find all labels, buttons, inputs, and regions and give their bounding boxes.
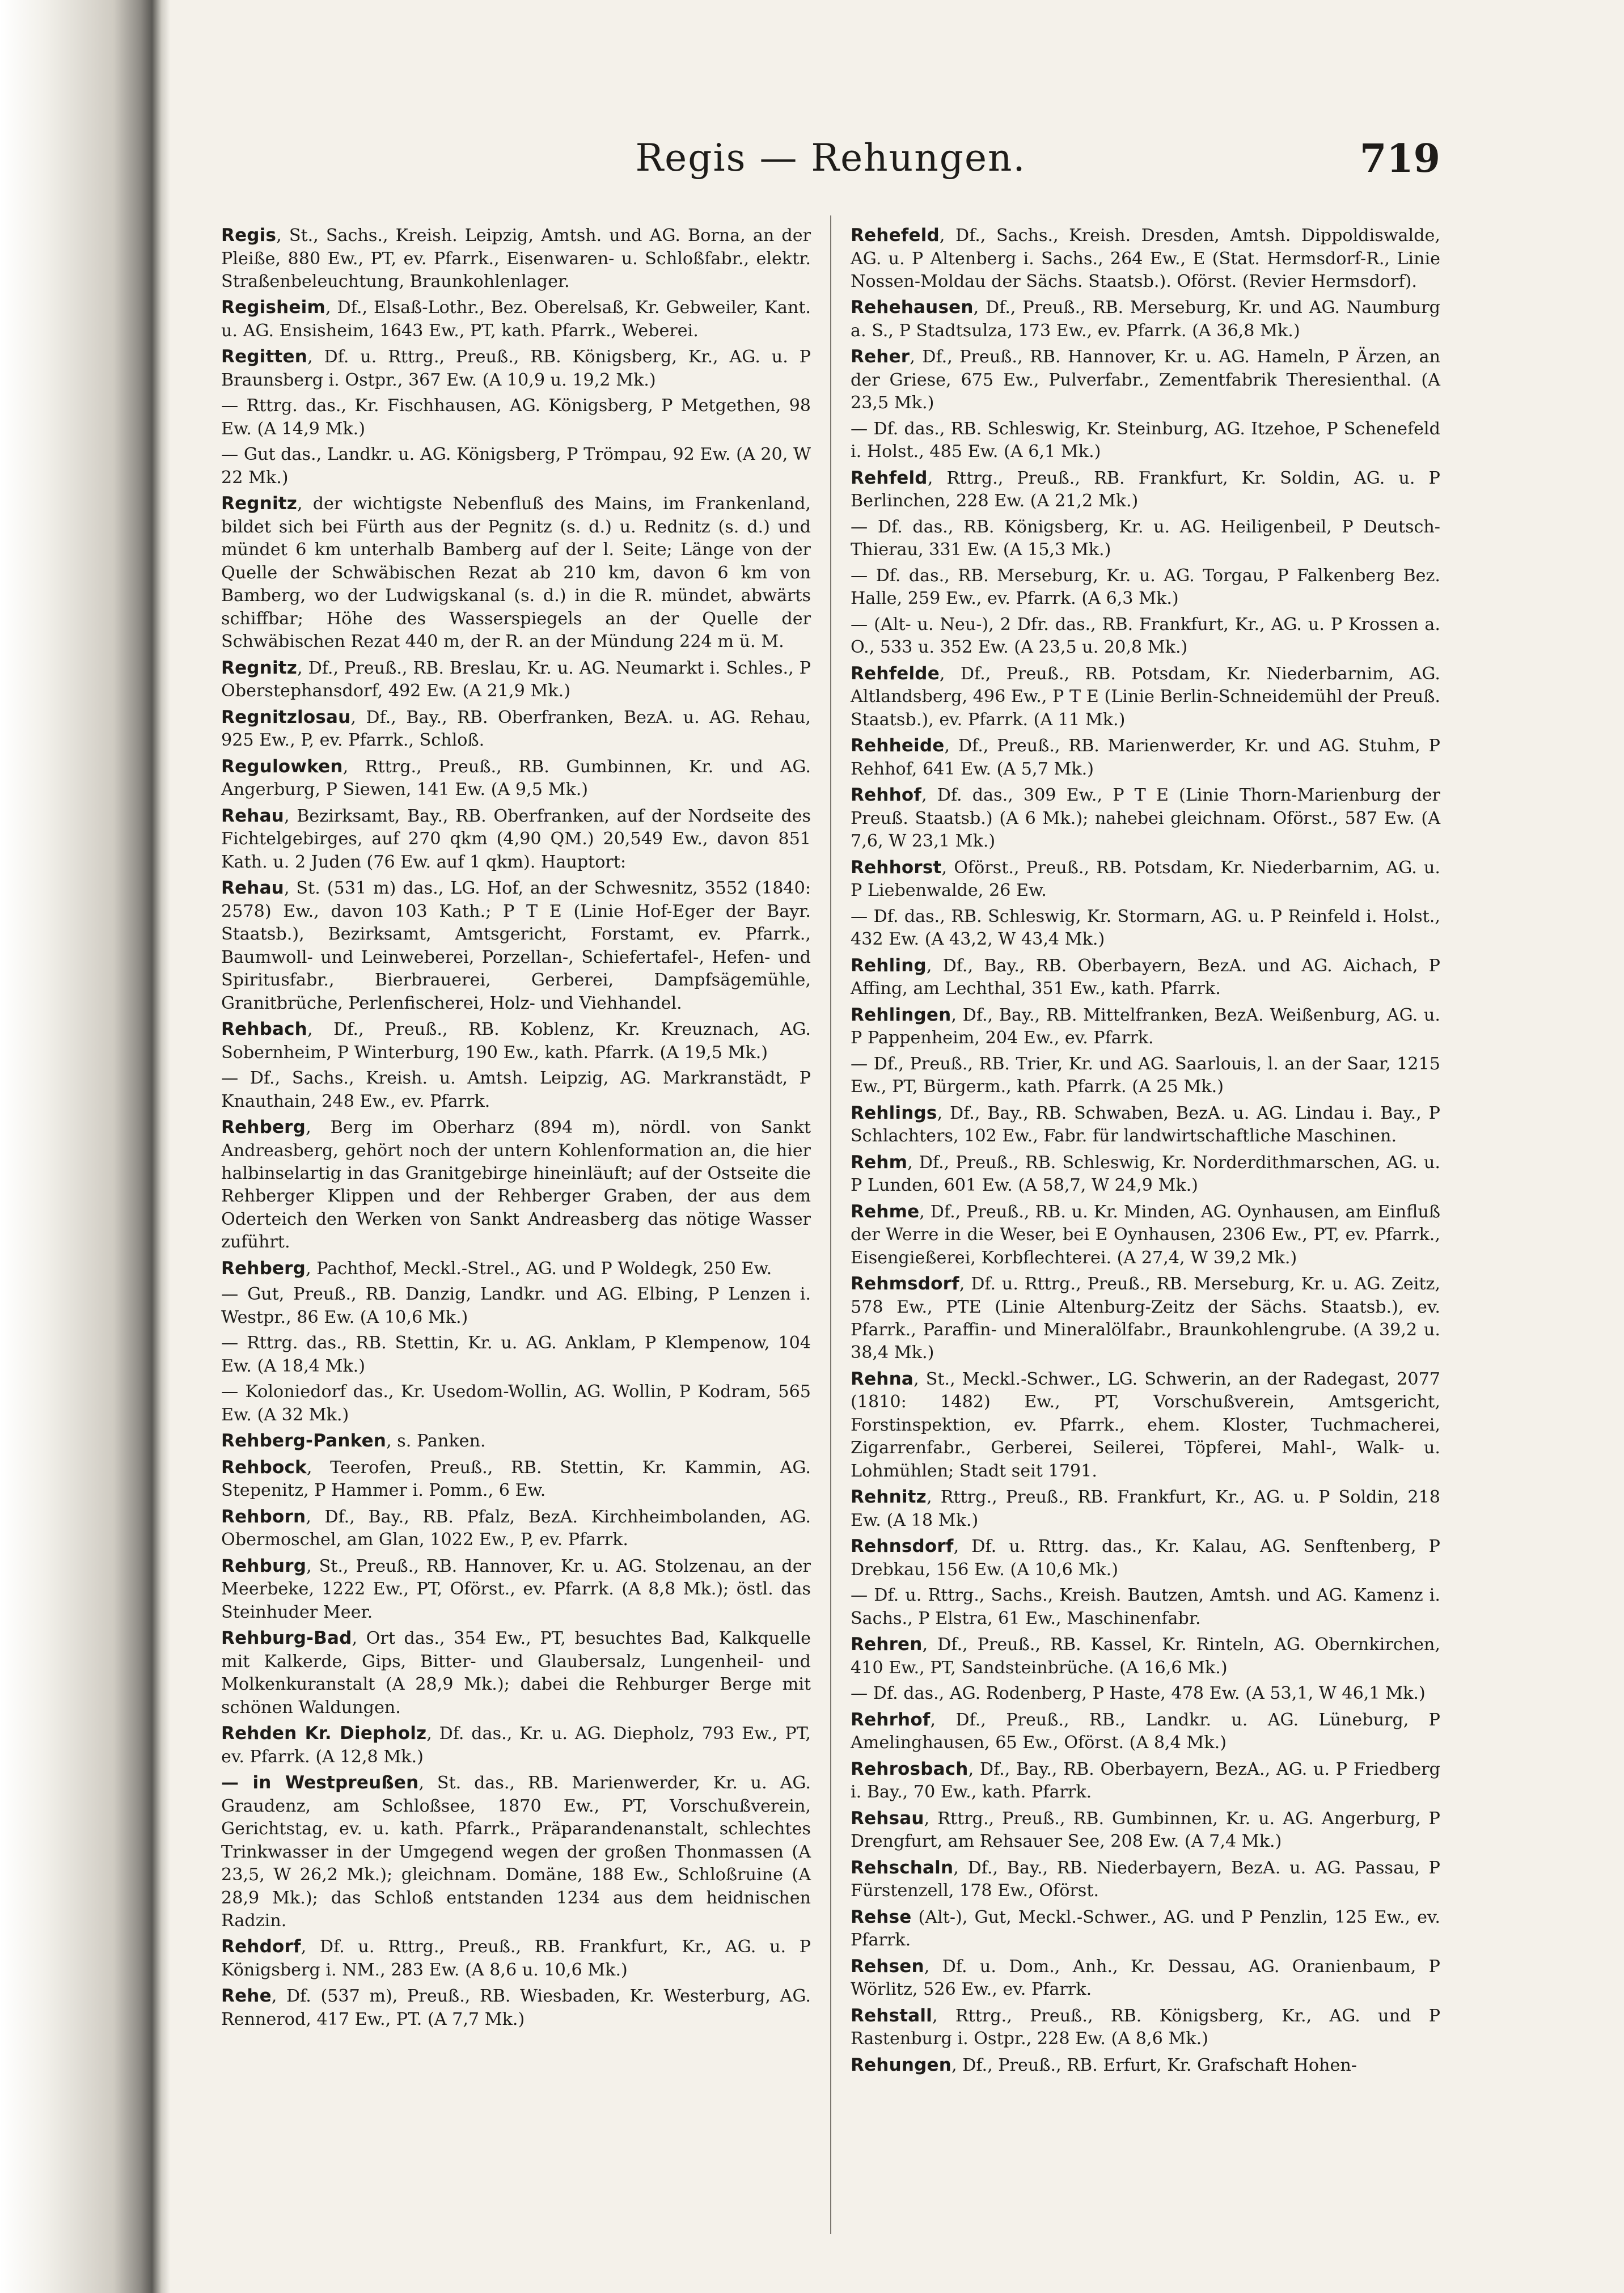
entry-text: , Rttrg., Preuß., RB. Frankfurt, Kr., AG. u. P Soldin, 218 Ew. (A 18 Mk.) xyxy=(851,1487,1440,1530)
dictionary-entry xyxy=(851,224,1440,293)
entry-headword: Regnitz xyxy=(221,657,298,678)
dictionary-entry xyxy=(851,1053,1440,1099)
entry-text: , Df., Preuß., RB. Koblenz, Kr. Kreuznach, AG. Sobernheim, P Winterburg, 190 Ew., kath. Pfarrk. (A 19,5 Mk.) xyxy=(221,1019,811,1063)
entry-text: , Df. u. Rttrg. das., Kr. Kalau, AG. Senftenberg, P Drebkau, 156 Ew. (A 10,6 Mk.) xyxy=(851,1537,1440,1580)
entry-text: (Alt-), Gut, Meckl.-Schwer., AG. und P Penzlin, 125 Ew., ev. Pfarrk. xyxy=(851,1907,1440,1951)
entry-text: , Df., Preuß., RB. Hannover, Kr. u. AG. Hameln, P Ärzen, an der Griese, 675 Ew., Pulverfabr., Zementfabrik Theresienthal. (A 23,5 Mk.) xyxy=(851,347,1440,413)
dictionary-entry xyxy=(221,1018,811,1064)
dictionary-entry xyxy=(221,1116,811,1254)
entry-text: , Pachthof, Meckl.-Strel., AG. und P Woldegk, 250 Ew. xyxy=(306,1258,772,1279)
dictionary-entry xyxy=(221,395,811,441)
entry-headword: Regitten xyxy=(221,346,308,367)
entry-headword: Rehau xyxy=(221,878,284,899)
dictionary-entry xyxy=(221,1257,811,1281)
dictionary-entry xyxy=(221,1505,811,1552)
entry-headword: Rehburg xyxy=(221,1555,307,1576)
entry-text: , Df., Bay., RB. Schwaben, BezA. u. AG. Lindau i. Bay., P Schlachters, 102 Ew., Fabr. für landwirtschaftliche Maschinen. xyxy=(851,1103,1440,1146)
entry-text: , St. (531 m) das., LG. Hof, an der Schwesnitz, 3552 (1840: 2578) Ew., davon 103 Kath.; P T E (Linie Hof-Eger der Bayr. Staatsb.), Bezirksamt, Amtsgericht, Forstamt, ev. Pfarrk., Baumwoll- und Leinweberei, Porzellan-, Schiefertafel-, Hefen- und Spiritusfabr., Bierbrauerei, Gerberei, Dampfsägemühle, Granitbrüche, Perlenfischerei, Holz- und Viehhandel. xyxy=(221,878,811,1013)
dictionary-entry xyxy=(851,418,1440,464)
dictionary-entry xyxy=(851,565,1440,611)
entry-headword: Rehrosbach xyxy=(851,1758,969,1779)
entry-headword: Rehlings xyxy=(851,1102,937,1123)
dictionary-entry xyxy=(221,657,811,703)
entry-text: — Gut das., Landkr. u. AG. Königsberg, P Trömpau, 92 Ew. (A 20, W 22 Mk.) xyxy=(221,445,811,488)
entry-text: , Df., Preuß., RB. Potsdam, Kr. Niederbarnim, AG. Altlandsberg, 496 Ew., P T E (Linie Berlin-Schneidemühl der Preuß. Staatsb.), ev. Pfarrk. (A 11 Mk.) xyxy=(851,663,1440,730)
entry-headword: Rehme xyxy=(851,1201,920,1222)
entry-headword: Rehnitz xyxy=(851,1487,927,1508)
dictionary-entry xyxy=(851,1102,1440,1148)
entry-headword: Rehfeld xyxy=(851,467,928,488)
entry-headword: Rehefeld xyxy=(851,225,940,246)
entry-text: , Df., Preuß., RB., Landkr. u. AG. Lüneburg, P Amelinghausen, 65 Ew., Oförst. (A 8,4 Mk.) xyxy=(851,1710,1440,1753)
dictionary-entry xyxy=(221,1429,811,1453)
entry-text: — (Alt- u. Neu-), 2 Dfr. das., RB. Frankfurt, Kr., AG. u. P Krossen a. O., 533 u. 352 Ew. (A 23,5 u. 20,8 Mk.) xyxy=(851,614,1440,658)
dictionary-entry xyxy=(851,467,1440,513)
dictionary-entry xyxy=(851,1758,1440,1804)
entry-headword: Rehberg-Panken xyxy=(221,1431,387,1452)
entry-text: , Bezirksamt, Bay., RB. Oberfranken, auf der Nordseite des Fichtelgebirges, auf 270 qkm (4,90 QM.) 20,549 Ew., davon 851 Kath. u. 2 Juden (76 Ew. auf 1 qkm). Hauptort: xyxy=(221,806,811,872)
entry-text: , Df., Elsaß-Lothr., Bez. Oberelsaß, Kr. Gebweiler, Kant. u. AG. Ensisheim, 1643 Ew., PT, kath. Pfarrk., Weberei. xyxy=(221,298,811,341)
entry-text: , Df., Sachs., Kreish. Dresden, Amtsh. Dippoldiswalde, AG. u. P Altenberg i. Sachs., 264 Ew., E (Stat. Hermsdorf-R., Linie Nossen-Moldau der Sächs. Staatsb.). Oförst. (Revier Hermsdorf). xyxy=(851,226,1440,291)
dictionary-entry xyxy=(851,296,1440,342)
entry-headword: Rehden Kr. Diepholz xyxy=(221,1723,427,1744)
entry-headword: Rehau xyxy=(221,805,284,826)
column-divider xyxy=(830,215,831,2234)
entry-headword: Rehse xyxy=(851,1906,912,1927)
dictionary-entry xyxy=(221,1771,811,1932)
entry-headword: Rehheide xyxy=(851,735,945,756)
entry-text: , Berg im Oberharz (894 m), nördl. von Sankt Andreasberg, gehört noch der untern Kohlenformation an, die hier halbinselartig in das Granitgebirge hineinläuft; auf der Ostseite die Rehberger Klippen und der Rehberger Graben, der aus dem Oderteich den Werken von Sankt Andreasberg das nötige Wasser zuführt. xyxy=(221,1117,811,1253)
dictionary-entry xyxy=(221,345,811,392)
entry-headword: Rehm xyxy=(851,1152,908,1173)
entry-headword: Rehe xyxy=(221,1986,272,2007)
entry-headword: Rehehausen xyxy=(851,297,974,318)
dictionary-entry xyxy=(851,1906,1440,1952)
dictionary-entry xyxy=(851,1151,1440,1198)
dictionary-entry xyxy=(851,614,1440,659)
page-header xyxy=(221,136,1440,198)
entry-headword: Rehburg-Bad xyxy=(221,1628,352,1649)
book-spine-shadow xyxy=(0,0,170,2293)
entry-headword: Rehnsdorf xyxy=(851,1536,954,1557)
entry-text: , St., Preuß., RB. Hannover, Kr. u. AG. Stolzenau, an der Meerbeke, 1222 Ew., PT, Oförst., ev. Pfarrk. (A 8,8 Mk.); östl. das Steinhuder Meer. xyxy=(221,1556,811,1622)
dictionary-entry xyxy=(221,224,811,293)
dictionary-entry xyxy=(851,856,1440,903)
dictionary-entry xyxy=(221,1381,811,1427)
entry-headword: Rehbock xyxy=(221,1457,307,1478)
dictionary-entry xyxy=(851,1272,1440,1365)
dictionary-entry xyxy=(851,1200,1440,1270)
entry-text: , St., Meckl.-Schwer., LG. Schwerin, an der Radegast, 2077 (1810: 1482) Ew., PT, Vorschußverein, Amtsgericht, Forstinspektion, ev. Pfarrk., ehem. Kloster, Tuchmacherei, Zigarrenfabr., Gerberei, Seilerei, Töpferei, Mahl-, Walk- u. Lohmühlen; Stadt seit 1791. xyxy=(851,1369,1440,1481)
entry-text: , Ort das., 354 Ew., PT, besuchtes Bad, Kalkquelle mit Kalkerde, Gips, Bitter- und Glaubersalz, Lungenheil- und Molkenkuranstalt (A 28,9 Mk.); dabei die Rehburger Berge mit schönen Waldungen. xyxy=(221,1628,811,1717)
dictionary-entry xyxy=(221,1555,811,1624)
dictionary-entry xyxy=(851,662,1440,731)
dictionary-entry xyxy=(851,1708,1440,1755)
dictionary-entry xyxy=(851,516,1440,562)
dictionary-entry xyxy=(221,805,811,874)
entry-headword: Rehberg xyxy=(221,1258,306,1279)
dictionary-entry xyxy=(851,784,1440,853)
dictionary-entry xyxy=(221,1985,811,2031)
entry-headword: Rehna xyxy=(851,1368,914,1389)
dictionary-entry xyxy=(851,1368,1440,1483)
entry-headword: Regulowken xyxy=(221,756,343,777)
entry-headword: Rehling xyxy=(851,955,927,976)
entry-headword: Rehsen xyxy=(851,1956,924,1977)
dictionary-entry xyxy=(221,706,811,752)
entry-headword: Rehschaln xyxy=(851,1857,954,1878)
entry-text: , Df., Preuß., RB. Breslau, Kr. u. AG. Neumarkt i. Schles., P Oberstephansdorf, 492 Ew. (A 21,9 Mk.) xyxy=(221,658,811,701)
dictionary-entry xyxy=(221,443,811,489)
entry-text: , Df., Preuß., RB. Schleswig, Kr. Norderdithmarschen, AG. u. P Lunden, 601 Ew. (A 58,7, W 24,9 Mk.) xyxy=(851,1152,1440,1196)
dictionary-entry xyxy=(851,1682,1440,1705)
entry-text: , Df. u. Rttrg., Preuß., RB. Merseburg, Kr. u. AG. Zeitz, 578 Ew., PTE (Linie Altenburg-Zeitz der Sächs. Staatsb.), ev. Pfarrk., Paraffin- und Mineralölfabr., Braunkohlengrube. (A 39,2 u. 38,4 Mk.) xyxy=(851,1274,1440,1363)
entry-text: , Df., Bay., RB. Niederbayern, BezA. u. AG. Passau, P Fürstenzell, 178 Ew., Oförst. xyxy=(851,1858,1440,1901)
dictionary-entry xyxy=(851,1535,1440,1581)
entry-text: — Gut, Preuß., RB. Danzig, Landkr. und AG. Elbing, P Lenzen i. Westpr., 86 Ew. (A 10,6 Mk.) xyxy=(221,1284,811,1327)
dictionary-entry xyxy=(221,1722,811,1769)
dictionary-entry xyxy=(851,2004,1440,2051)
running-head: Regis — Rehungen. xyxy=(635,136,1026,180)
entry-text: — Df. das., RB. Schleswig, Kr. Stormarn, AG. u. P Reinfeld i. Holst., 432 Ew. (A 43,2, W 43,4 Mk.) xyxy=(851,906,1440,950)
entry-text: , Df. (537 m), Preuß., RB. Wiesbaden, Kr. Westerburg, AG. Rennerod, 417 Ew., PT. (A 7,7 Mk.) xyxy=(221,1986,811,2029)
entry-text: — Df. das., AG. Rodenberg, P Haste, 478 Ew. (A 53,1, W 46,1 Mk.) xyxy=(851,1683,1426,1704)
entry-headword: Rehlingen xyxy=(851,1004,951,1025)
entry-text: , Rttrg., Preuß., RB. Gumbinnen, Kr. und AG. Angerburg, P Siewen, 141 Ew. (A 9,5 Mk.) xyxy=(221,756,811,800)
entry-headword: Rehrhof xyxy=(851,1709,931,1730)
dictionary-entry xyxy=(221,1627,811,1719)
dictionary-entry xyxy=(221,755,811,802)
entry-text: — Rttrg. das., Kr. Fischhausen, AG. Königsberg, P Metgethen, 98 Ew. (A 14,9 Mk.) xyxy=(221,396,811,439)
entry-text: , Df., Bay., RB. Oberfranken, BezA. u. AG. Rehau, 925 Ew., P, ev. Pfarrk., Schloß. xyxy=(221,707,811,751)
entry-text: , Df., Bay., RB. Oberbayern, BezA., AG. u. P Friedberg i. Bay., 70 Ew., kath. Pfarrk. xyxy=(851,1759,1440,1803)
dictionary-entry xyxy=(851,1486,1440,1532)
entry-headword: Rehdorf xyxy=(221,1936,301,1957)
entry-text: , Df., Preuß., RB. Kassel, Kr. Rinteln, AG. Obernkirchen, 410 Ew., PT, Sandsteinbrüche. (A 16,6 Mk.) xyxy=(851,1635,1440,1678)
entry-headword: Reher xyxy=(851,346,910,367)
dictionary-entry xyxy=(851,345,1440,414)
dictionary-entry xyxy=(851,2054,1440,2078)
dictionary-entry xyxy=(851,1807,1440,1854)
dictionary-entry xyxy=(851,1004,1440,1050)
entry-text: , Df. u. Dom., Anh., Kr. Dessau, AG. Oranienbaum, P Wörlitz, 526 Ew., ev. Pfarrk. xyxy=(851,1956,1440,2000)
entry-headword: — in Westpreußen xyxy=(221,1772,419,1793)
dictionary-entry xyxy=(221,296,811,342)
entry-text: , St., Sachs., Kreish. Leipzig, Amtsh. und AG. Borna, an der Pleiße, 880 Ew., PT, ev. Pfarrk., Eisenwaren- u. Schloßfabr., elektr. Straßenbeleuchtung, Braunkohlenlager. xyxy=(221,226,811,291)
entry-headword: Rehmsdorf xyxy=(851,1273,959,1294)
entry-text: , Rttrg., Preuß., RB. Gumbinnen, Kr. u. AG. Angerburg, P Drengfurt, am Rehsauer See, 208 Ew. (A 7,4 Mk.) xyxy=(851,1808,1440,1852)
left-column xyxy=(221,224,811,2034)
dictionary-entry xyxy=(221,1935,811,1982)
dictionary-entry xyxy=(221,492,811,653)
entry-headword: Rehstall xyxy=(851,2005,933,2026)
entry-text: , s. Panken. xyxy=(386,1431,486,1452)
entry-headword: Regnitzlosau xyxy=(221,706,351,727)
entry-text: , der wichtigste Nebenfluß des Mains, im Frankenland, bildet sich bei Fürth aus der Pegnitz (s. d.) u. Rednitz (s. d.) und mündet 6 km unterhalb Bamberg auf der l. Seite; Länge von der Quelle der Schwäbischen Rezat ab 210 km, davon 6 km von Bamberg, wo der Ludwigskanal (s. d.) in die R. mündet, abwärts schiffbar; Höhe des Wasserspiegels an der Quelle der Schwäbischen Rezat 440 m, der R. an der Mündung 224 m ü. M. xyxy=(221,494,811,652)
entry-text: , Df., Bay., RB. Mittelfranken, BezA. Weißenburg, AG. u. P Pappenheim, 204 Ew., ev. Pfarrk. xyxy=(851,1005,1440,1048)
dictionary-entry xyxy=(221,1456,811,1503)
entry-text: , Df. u. Rttrg., Preuß., RB. Frankfurt, Kr., AG. u. P Königsberg i. NM., 283 Ew. (A 8,6 u. 10,6 Mk.) xyxy=(221,1937,811,1980)
entry-text: — Df. u. Rttrg., Sachs., Kreish. Bautzen, Amtsh. und AG. Kamenz i. Sachs., P Elstra, 61 Ew., Maschinenfabr. xyxy=(851,1585,1440,1628)
entry-text: — Df. das., RB. Königsberg, Kr. u. AG. Heiligenbeil, P Deutsch-Thierau, 331 Ew. (A 15,3 Mk.) xyxy=(851,517,1440,560)
right-column xyxy=(851,224,1440,2080)
entry-text: , Df., Bay., RB. Oberbayern, BezA. und AG. Aichach, P Affing, am Lechthal, 351 Ew., kath. Pfarrk. xyxy=(851,955,1440,999)
entry-text: , St. das., RB. Marienwerder, Kr. u. AG. Graudenz, am Schloßsee, 1870 Ew., PT, Vorschußverein, Gerichtstag, ev. u. kath. Pfarrk., Präparandenanstalt, schlechtes Trinkwasser in der Umgegend wegen der großen Thonmassen (A 23,5, W 26,2 Mk.); gleichnam. Domäne, 188 Ew., Schloßruine (A 28,9 Mk.); das Schloß entstanden 1234 aus dem heidnischen Radzin. xyxy=(221,1773,811,1931)
entry-text: — Df., Preuß., RB. Trier, Kr. und AG. Saarlouis, l. an der Saar, 1215 Ew., PT, Bürgerm., kath. Pfarrk. (A 25 Mk.) xyxy=(851,1054,1440,1097)
dictionary-entry xyxy=(851,906,1440,951)
entry-headword: Regis xyxy=(221,225,277,246)
entry-headword: Regisheim xyxy=(221,297,325,318)
entry-headword: Rehsau xyxy=(851,1808,924,1829)
entry-headword: Rehhof xyxy=(851,785,922,806)
entry-text: — Rttrg. das., RB. Stettin, Kr. u. AG. Anklam, P Klempenow, 104 Ew. (A 18,4 Mk.) xyxy=(221,1333,811,1376)
dictionary-entry xyxy=(851,1856,1440,1903)
entry-headword: Rehfelde xyxy=(851,663,940,684)
entry-headword: Rehberg xyxy=(221,1116,306,1137)
entry-headword: Rehbach xyxy=(221,1019,307,1040)
entry-text: , Df., Preuß., RB. u. Kr. Minden, AG. Oynhausen, am Einfluß der Werre in die Weser, bei E Oynhausen, 2306 Ew., PT, ev. Pfarrk., Eisengießerei, Korbflechterei. (A 27,4, W 39,2 Mk.) xyxy=(851,1202,1440,1268)
entry-text: , Df., Bay., RB. Pfalz, BezA. Kirchheimbolanden, AG. Obermoschel, am Glan, 1022 Ew., P, ev. Pfarrk. xyxy=(221,1507,811,1550)
entry-text: , Oförst., Preuß., RB. Potsdam, Kr. Niederbarnim, AG. u. P Liebenwalde, 26 Ew. xyxy=(851,857,1440,901)
entry-text: , Teerofen, Preuß., RB. Stettin, Kr. Kammin, AG. Stepenitz, P Hammer i. Pomm., 6 Ew. xyxy=(221,1457,811,1501)
dictionary-page xyxy=(221,102,1440,2268)
entry-text: — Df. das., RB. Schleswig, Kr. Steinburg, AG. Itzehoe, P Schenefeld i. Holst., 485 Ew. (A 6,1 Mk.) xyxy=(851,418,1440,462)
entry-text: , Df., Preuß., RB. Merseburg, Kr. und AG. Naumburg a. S., P Stadtsulza, 173 Ew., ev. Pfarrk. (A 36,8 Mk.) xyxy=(851,298,1440,341)
entry-headword: Rehborn xyxy=(221,1506,306,1527)
dictionary-entry xyxy=(851,1633,1440,1679)
entry-text: , Rttrg., Preuß., RB. Frankfurt, Kr. Soldin, AG. u. P Berlinchen, 228 Ew. (A 21,2 Mk.) xyxy=(851,468,1440,511)
entry-text: — Koloniedorf das., Kr. Usedom-Wollin, AG. Wollin, P Kodram, 565 Ew. (A 32 Mk.) xyxy=(221,1382,811,1425)
dictionary-entry xyxy=(221,1283,811,1329)
entry-headword: Rehhorst xyxy=(851,857,942,878)
entry-text: , Df. das., 309 Ew., P T E (Linie Thorn-Marienburg der Preuß. Staatsb.) (A 6 Mk.); nahebei gleichnam. Oförst., 587 Ew. (A 7,6, W 23,1 Mk.) xyxy=(851,785,1440,852)
dictionary-entry xyxy=(851,954,1440,1001)
entry-text: — Df., Sachs., Kreish. u. Amtsh. Leipzig, AG. Markranstädt, P Knauthain, 248 Ew., ev. Pfarrk. xyxy=(221,1068,811,1111)
dictionary-entry xyxy=(221,877,811,1015)
dictionary-entry xyxy=(851,1955,1440,2002)
entry-text: , Rttrg., Preuß., RB. Königsberg, Kr., AG. und P Rastenburg i. Ostpr., 228 Ew. (A 8,6 Mk.) xyxy=(851,2006,1440,2049)
entry-headword: Rehren xyxy=(851,1634,923,1655)
entry-text: — Df. das., RB. Merseburg, Kr. u. AG. Torgau, P Falkenberg Bez. Halle, 259 Ew., ev. Pfarrk. (A 6,3 Mk.) xyxy=(851,565,1440,609)
dictionary-entry xyxy=(221,1067,811,1113)
entry-headword: Regnitz xyxy=(221,493,298,514)
page-number: 719 xyxy=(1360,136,1440,181)
entry-headword: Rehungen xyxy=(851,2054,951,2075)
dictionary-entry xyxy=(221,1332,811,1378)
entry-text: , Df., Preuß., RB. Marienwerder, Kr. und AG. Stuhm, P Rehhof, 641 Ew. (A 5,7 Mk.) xyxy=(851,736,1440,779)
dictionary-entry xyxy=(851,734,1440,781)
dictionary-entry xyxy=(851,1584,1440,1630)
entry-text: , Df. das., Kr. u. AG. Diepholz, 793 Ew., PT, ev. Pfarrk. (A 12,8 Mk.) xyxy=(221,1724,811,1767)
entry-text: , Df., Preuß., RB. Erfurt, Kr. Grafschaft Hohen- xyxy=(951,2055,1357,2075)
entry-text: , Df. u. Rttrg., Preuß., RB. Königsberg, Kr., AG. u. P Braunsberg i. Ostpr., 367 Ew. (A 10,9 u. 19,2 Mk.) xyxy=(221,347,811,390)
